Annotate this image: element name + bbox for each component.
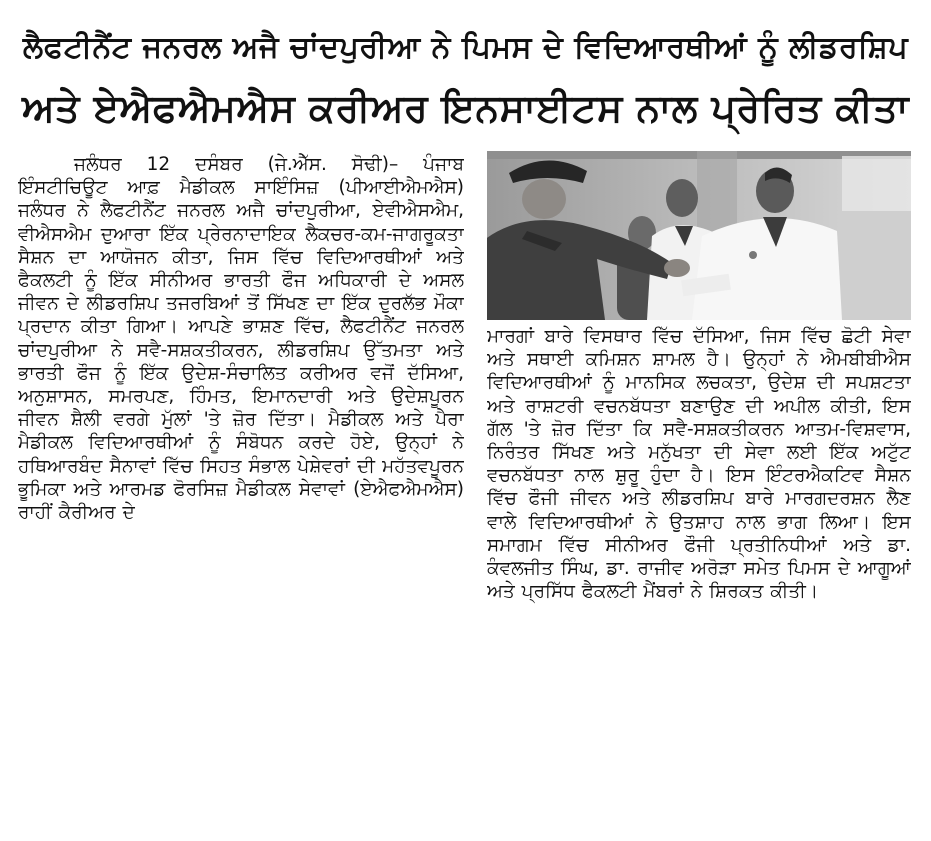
headline-line-1: ਲੈਫਟੀਨੈਂਟ ਜਨਰਲ ਅਜੈ ਚਾਂਦਪੁਰੀਆ ਨੇ ਪਿਮਸ ਦੇ ਵਿਦਿਆਰਥੀਆਂ ਨੂੰ ਲੀਡਰਸ਼ਿਪ	[22, 30, 909, 65]
news-photo-image	[487, 151, 911, 320]
dateline: ਜਲੰਧਰ 12 ਦਸੰਬਰ (ਜੇ.ਐੱਸ. ਸੋਢੀ)–	[74, 154, 399, 175]
news-photo	[487, 151, 911, 320]
article-headline	[18, 18, 913, 138]
headline-line-2: ਅਤੇ ਏਐਫਐਮਐਸ ਕਰੀਅਰ ਇਨਸਾਈਟਸ ਨਾਲ ਪ੍ਰੇਰਿਤ ਕੀਤਾ	[21, 86, 910, 130]
article-column-left	[18, 153, 464, 833]
article-column-right	[487, 325, 911, 835]
article-text-right: ਮਾਰਗਾਂ ਬਾਰੇ ਵਿਸਥਾਰ ਵਿੱਚ ਦੱਸਿਆ, ਜਿਸ ਵਿੱਚ ਛੋਟੀ ਸੇਵਾ ਅਤੇ ਸਥਾਈ ਕਮਿਸ਼ਨ ਸ਼ਾਮਲ ਹੈ। ਉਨ੍ਹਾਂ ਨੇ ਐਮਬੀਬੀਐਸ ਵਿਦਿਆਰਥੀਆਂ ਨੂੰ ਮਾਨਸਿਕ ਲਚਕਤਾ, ਉਦੇਸ਼ ਦੀ ਸਪਸ਼ਟਤਾ ਅਤੇ ਰਾਸ਼ਟਰੀ ਵਚਨਬੱਧਤਾ ਬਣਾਉਣ ਦੀ ਅਪੀਲ ਕੀਤੀ, ਇਸ ਗੱਲ 'ਤੇ ਜ਼ੋਰ ਦਿੱਤਾ ਕਿ ਸਵੈ-ਸਸ਼ਕਤੀਕਰਨ ਆਤਮ-ਵਿਸ਼ਵਾਸ, ਨਿਰੰਤਰ ਸਿੱਖਣ ਅਤੇ ਮਨੁੱਖਤਾ ਦੀ ਸੇਵਾ ਲਈ ਇੱਕ ਅਟੁੱਟ ਵਚਨਬੱਧਤਾ ਨਾਲ ਸ਼ੁਰੂ ਹੁੰਦਾ ਹੈ। ਇਸ ਇੰਟਰਐਕਟਿਵ ਸੈਸ਼ਨ ਵਿੱਚ ਫੌਜੀ ਜੀਵਨ ਅਤੇ ਲੀਡਰਸ਼ਿਪ ਬਾਰੇ ਮਾਰਗਦਰਸ਼ਨ ਲੈਣ ਵਾਲੇ ਵਿਦਿਆਰਥੀਆਂ ਨੇ ਉਤਸ਼ਾਹ ਨਾਲ ਭਾਗ ਲਿਆ। ਇਸ ਸਮਾਗਮ ਵਿੱਚ ਸੀਨੀਅਰ ਫੌਜੀ ਪ੍ਰਤੀਨਿਧੀਆਂ ਅਤੇ ਡਾ. ਕੰਵਲਜੀਤ ਸਿੰਘ, ਡਾ. ਰਾਜੀਵ ਅਰੋੜਾ ਸਮੇਤ ਪਿਮਸ ਦੇ ਆਗੂਆਂ ਅਤੇ ਪ੍ਰਸਿੱਧ ਫੈਕਲਟੀ ਮੈਂਬਰਾਂ ਨੇ ਸ਼ਿਰਕਤ ਕੀਤੀ।	[487, 326, 911, 603]
article-paragraph-left	[18, 153, 464, 524]
article-text-left: ਪੰਜਾਬ ਇੰਸਟੀਚਿਊਟ ਆਫ਼ ਮੈਡੀਕਲ ਸਾਇੰਸਿਜ਼ (ਪੀਆਈਐਮਐਸ) ਜਲੰਧਰ ਨੇ ਲੈਫਟੀਨੈਂਟ ਜਨਰਲ ਅਜੈ ਚਾਂਦਪੁਰੀਆ, ਏਵੀਐਸਐਮ, ਵੀਐਸਐਮ ਦੁਆਰਾ ਇੱਕ ਪ੍ਰੇਰਨਾਦਾਇਕ ਲੈਕਚਰ-ਕਮ-ਜਾਗਰੂਕਤਾ ਸੈਸ਼ਨ ਦਾ ਆਯੋਜਨ ਕੀਤਾ, ਜਿਸ ਵਿੱਚ ਵਿਦਿਆਰਥੀਆਂ ਅਤੇ ਫੈਕਲਟੀ ਨੂੰ ਇੱਕ ਸੀਨੀਅਰ ਭਾਰਤੀ ਫੌਜ ਅਧਿਕਾਰੀ ਦੇ ਅਸਲ ਜੀਵਨ ਦੇ ਲੀਡਰਸ਼ਿਪ ਤਜਰਬਿਆਂ ਤੋਂ ਸਿੱਖਣ ਦਾ ਇੱਕ ਦੁਰਲੱਭ ਮੌਕਾ ਪ੍ਰਦਾਨ ਕੀਤਾ ਗਿਆ। ਆਪਣੇ ਭਾਸ਼ਣ ਵਿੱਚ, ਲੈਫਟੀਨੈਂਟ ਜਨਰਲ ਚਾਂਦਪੁਰੀਆ ਨੇ ਸਵੈ-ਸਸ਼ਕਤੀਕਰਨ, ਲੀਡਰਸ਼ਿਪ ਉੱਤਮਤਾ ਅਤੇ ਭਾਰਤੀ ਫੌਜ ਨੂੰ ਇੱਕ ਉਦੇਸ਼-ਸੰਚਾਲਿਤ ਕਰੀਅਰ ਵਜੋਂ ਦੱਸਿਆ, ਅਨੁਸ਼ਾਸਨ, ਸਮਰਪਣ, ਹਿੰਮਤ, ਇਮਾਨਦਾਰੀ ਅਤੇ ਉਦੇਸ਼ਪੂਰਨ ਜੀਵਨ ਸ਼ੈਲੀ ਵਰਗੇ ਮੁੱਲਾਂ 'ਤੇ ਜ਼ੋਰ ਦਿੱਤਾ। ਮੈਡੀਕਲ ਅਤੇ ਪੈਰਾ ਮੈਡੀਕਲ ਵਿਦਿਆਰਥੀਆਂ ਨੂੰ ਸੰਬੋਧਨ ਕਰਦੇ ਹੋਏ, ਉਨ੍ਹਾਂ ਨੇ ਹਥਿਆਰਬੰਦ ਸੈਨਾਵਾਂ ਵਿੱਚ ਸਿਹਤ ਸੰਭਾਲ ਪੇਸ਼ੇਵਰਾਂ ਦੀ ਮਹੱਤਵਪੂਰਨ ਭੂਮਿਕਾ ਅਤੇ ਆਰਮਡ ਫੋਰਸਿਜ਼ ਮੈਡੀਕਲ ਸੇਵਾਵਾਂ (ਏਐਫਐਮਐਸ) ਰਾਹੀਂ ਕੈਰੀਅਰ ਦੇ	[18, 154, 464, 524]
